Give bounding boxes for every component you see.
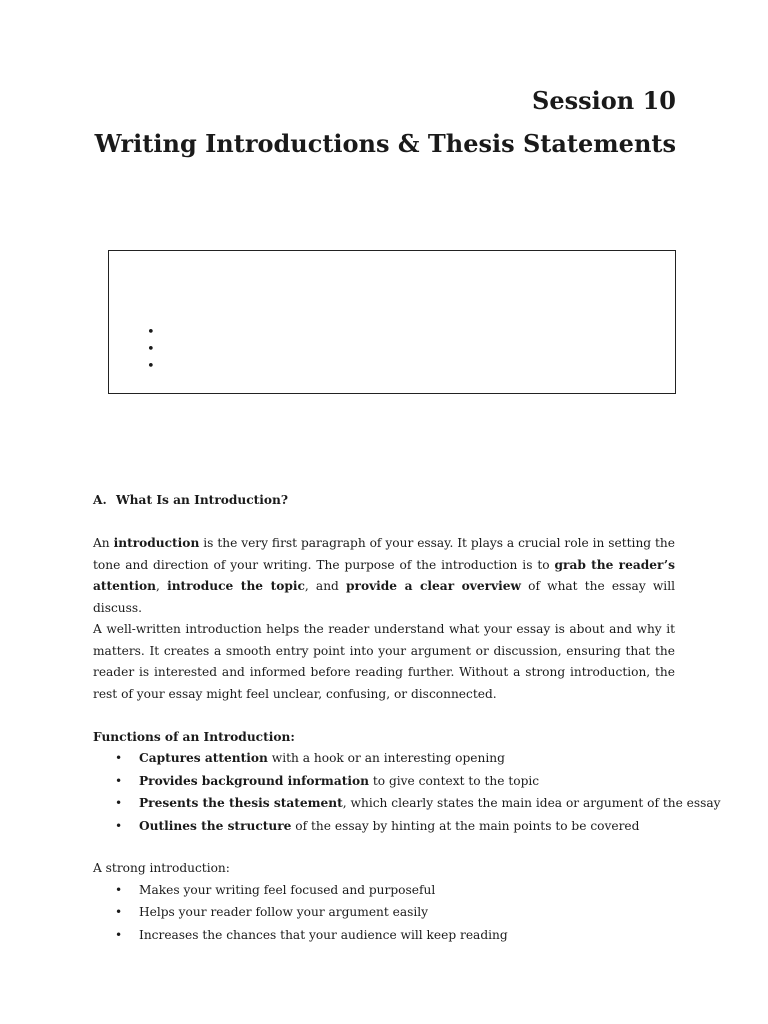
intro-paragraph-1: An introduction is the very first paragraph of your essay. It plays a crucial role in setting the tone and direction of your writing. The purpose of the introduction is to grab the reader’s attention, introduce the topic, and provide a clear overview of what the essay will discuss. [93,536,675,615]
page-title: Writing Introductions & Thesis Statements [94,129,676,158]
list-item: • Increases the chances that your audience will keep reading [93,925,675,948]
list-item: • Makes your writing feel focused and purposeful [93,880,675,903]
list-item: • Captures attention with a hook or an interesting opening [93,748,675,771]
section-heading [93,490,675,512]
objective-item [147,358,157,375]
section-letter: A. [93,493,107,507]
functions-list [93,748,721,838]
objectives-list [147,324,157,375]
term-introduction: introduction [113,536,200,550]
strong-intro-label: A strong introduction: [93,861,230,875]
list-item: • Provides background information to give context to the topic [93,771,675,794]
objective-item [147,324,157,341]
list-item: • Outlines the structure of the essay by hinting at the main points to be covered [93,816,675,839]
term-grab-attention: grab the reader’s attention [93,557,675,593]
session-number: Session 10 [532,86,676,115]
term-introduce-topic: introduce the topic [167,579,305,593]
term-clear-overview: provide a clear overview [346,579,521,593]
strong-intro-list [93,880,675,948]
functions-heading: Functions of an Introduction: [93,729,295,744]
intro-paragraph-2: A well-written introduction helps the reader understand what your essay is about and why it matters. It creates a smooth entry point into your argument or discussion, ensuring that the reader is interested and informed before reading further. Without a strong introduction, the rest of your essay might feel unclear, confusing, or disconnected. [93,622,675,701]
list-item: • Helps your reader follow your argument easily [93,902,675,925]
objectives-box [108,250,676,394]
list-item: • Presents the thesis statement, which clearly states the main idea or argument of the essay [93,793,675,816]
section-heading-text: What Is an Introduction? [116,493,289,507]
section-a [93,490,721,947]
objective-item [147,341,157,358]
